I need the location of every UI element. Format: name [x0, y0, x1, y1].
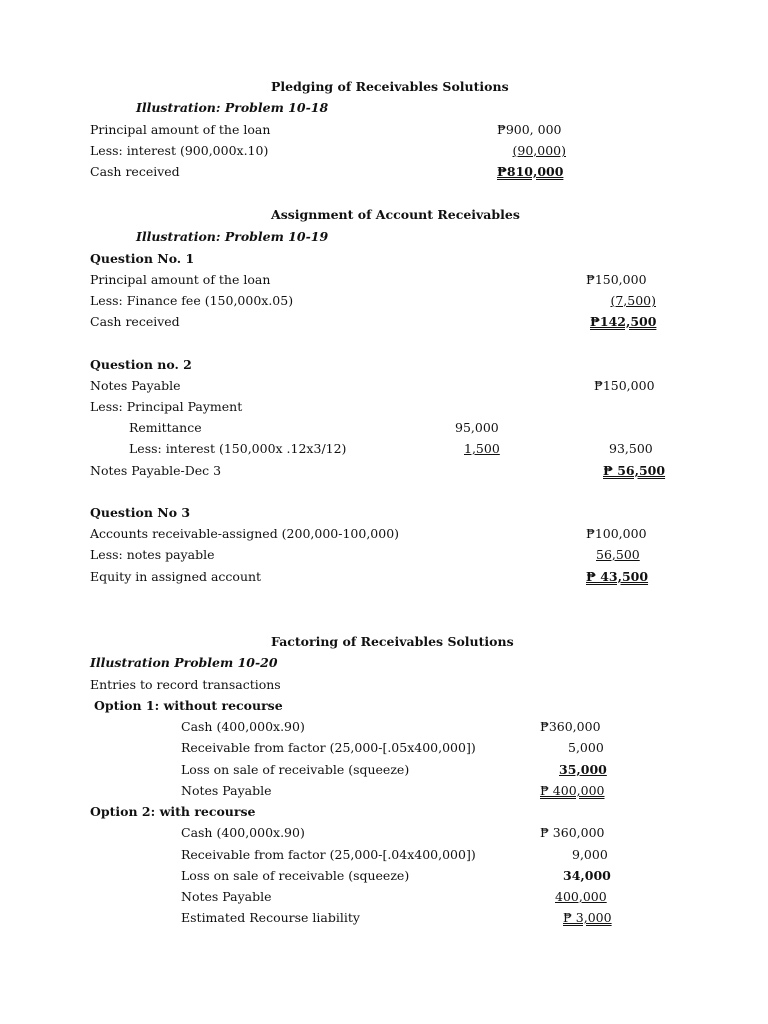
q2-interest-value — [452, 441, 542, 457]
q1-heading: Question No. 1 — [90, 251, 195, 266]
pledging-interest-value: (90,000) — [512, 143, 566, 158]
q2-less-principal: Less: Principal Payment — [90, 399, 243, 414]
q1-principal-label: Principal amount of the loan — [90, 272, 271, 287]
pledging-title: Pledging of Receivables Solutions — [271, 79, 509, 94]
q3-np-value: 56,500 — [596, 547, 640, 562]
option1-cash-label: Cash (400,000x.90) — [181, 719, 305, 734]
q2-notes-value: ₱150,000 — [594, 378, 655, 393]
option1-cash-value: ₱360,000 — [540, 719, 601, 734]
q2-interest-net: 93,500 — [609, 441, 653, 456]
pledging-cash-label: Cash received — [90, 164, 180, 179]
q3-np-label: Less: notes payable — [90, 547, 215, 562]
factoring-entries-label: Entries to record transactions — [90, 677, 281, 692]
option2-notes-value: 400,000 — [555, 889, 607, 904]
option1-loss-value: 35,000 — [559, 762, 607, 777]
option1-notes-value: ₱ 400,000 — [540, 783, 605, 798]
q3-ar-value: ₱100,000 — [586, 526, 647, 541]
q1-fee-label: Less: Finance fee (150,000x.05) — [90, 293, 294, 308]
q3-equity-label: Equity in assigned account — [90, 569, 262, 584]
option2-notes-label: Notes Payable — [181, 889, 272, 904]
q1-principal-value: ₱150,000 — [586, 272, 647, 287]
option1-heading: Option 1: without recourse — [94, 698, 283, 713]
q2-remittance-value: 95,000 — [455, 420, 499, 435]
q2-total-value: ₱ 56,500 — [603, 463, 666, 478]
option1-receivable-value: 5,000 — [568, 740, 604, 755]
option2-loss-label: Loss on sale of receivable (squeeze) — [181, 868, 410, 883]
assignment-title: Assignment of Account Receivables — [271, 207, 520, 222]
q3-equity-value: ₱ 43,500 — [586, 569, 649, 584]
option2-receivable-value: 9,000 — [572, 847, 608, 862]
factoring-illustration: Illustration Problem 10-20 — [90, 655, 278, 670]
q3-heading: Question No 3 — [90, 505, 191, 520]
pledging-interest-label: Less: interest (900,000x.10) — [90, 143, 269, 158]
factoring-title: Factoring of Receivables Solutions — [271, 634, 514, 649]
pledging-principal-label: Principal amount of the loan — [90, 122, 271, 137]
option2-receivable-label: Receivable from factor (25,000-[.04x400,000]) — [181, 847, 476, 862]
pledging-cash-value: ₱810,000 — [497, 164, 564, 179]
q2-interest-amount: 1,500 — [464, 441, 500, 456]
q1-fee-value: (7,500) — [610, 293, 656, 308]
q2-heading: Question no. 2 — [90, 357, 192, 372]
option2-loss-value: 34,000 — [563, 868, 611, 883]
q2-notes-label: Notes Payable — [90, 378, 181, 393]
option2-cash-value: ₱ 360,000 — [540, 825, 605, 840]
option2-cash-label: Cash (400,000x.90) — [181, 825, 305, 840]
option2-heading: Option 2: with recourse — [90, 804, 256, 819]
q2-remittance-label: Remittance — [129, 420, 202, 435]
pledging-principal-value: ₱900, 000 — [497, 122, 562, 137]
q1-cash-value: ₱142,500 — [590, 314, 657, 329]
q3-ar-label: Accounts receivable-assigned (200,000-100,000) — [90, 526, 400, 541]
q2-interest-label: Less: interest (150,000x .12x3/12) — [129, 441, 347, 456]
pledging-illustration: Illustration: Problem 10-18 — [136, 100, 329, 115]
option1-notes-label: Notes Payable — [181, 783, 272, 798]
option2-recourse-label: Estimated Recourse liability — [181, 910, 360, 925]
q2-total-label: Notes Payable-Dec 3 — [90, 463, 222, 478]
option1-loss-label: Loss on sale of receivable (squeeze) — [181, 762, 410, 777]
option2-recourse-value: ₱ 3,000 — [563, 910, 612, 925]
q1-cash-label: Cash received — [90, 314, 180, 329]
assignment-illustration: Illustration: Problem 10-19 — [136, 229, 329, 244]
option1-receivable-label: Receivable from factor (25,000-[.05x400,000]) — [181, 740, 476, 755]
